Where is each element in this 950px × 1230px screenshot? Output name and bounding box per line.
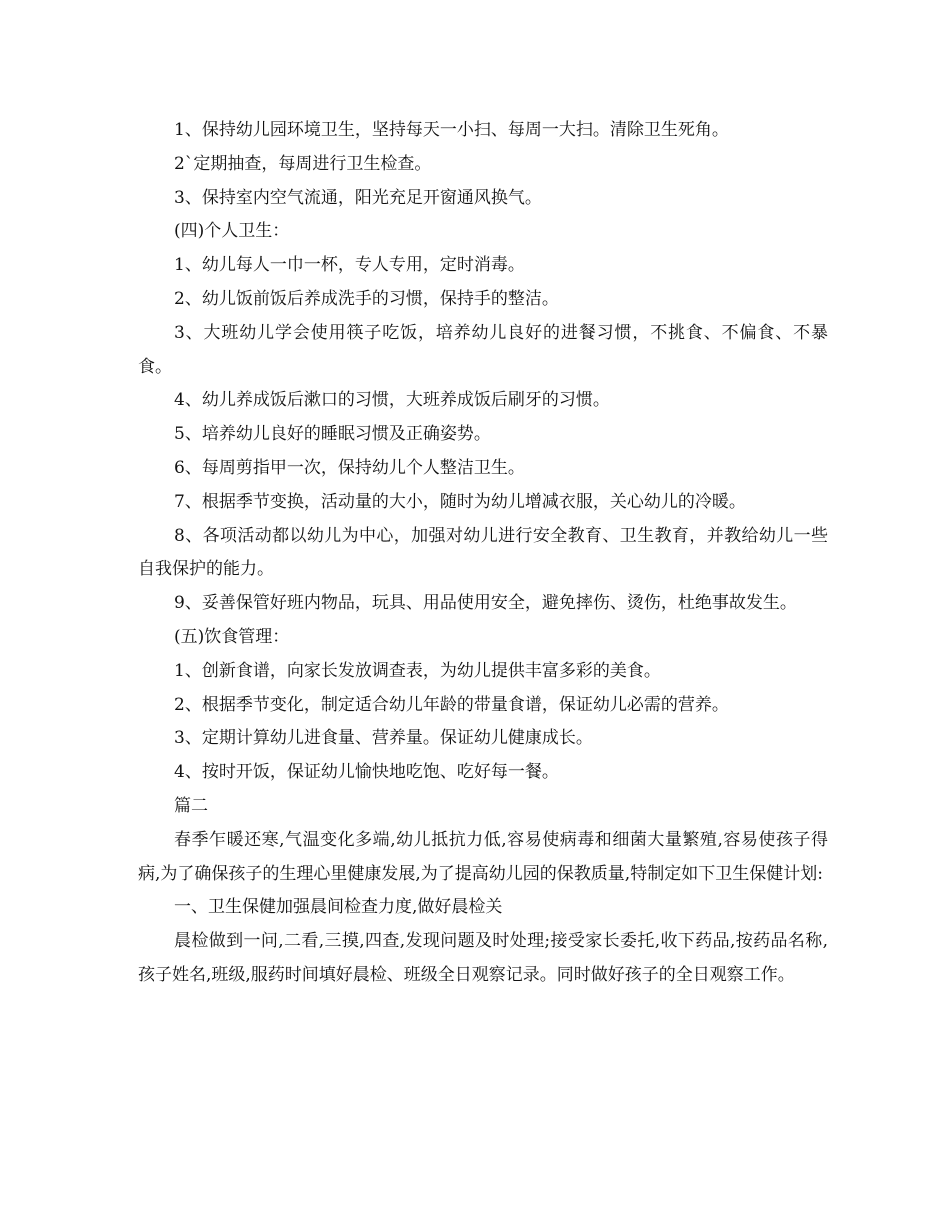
paragraph: 晨检做到一问,二看,三摸,四查,发现问题及时处理;接受家长委托,收下药品,按药品名称,孩子姓名,班级,服药时间填好晨检、班级全日观察记录。同时做好孩子的全日观察工作。 <box>138 931 828 985</box>
paragraph: 1、创新食谱，向家长发放调查表，为幼儿提供丰富多彩的美食。 <box>174 660 661 681</box>
paragraph: 2、幼儿饭前饭后养成洗手的习惯，保持手的整洁。 <box>174 288 559 309</box>
paragraph: 7、根据季节变换，活动量的大小，随时为幼儿增减衣服，关心幼儿的冷暖。 <box>174 491 746 512</box>
section-heading: (五)饮食管理： <box>174 626 290 647</box>
paragraph: 3、大班幼儿学会使用筷子吃饭，培养幼儿良好的进餐习惯，不挑食、不偏食、不暴食。 <box>138 322 828 377</box>
paragraph: 3、定期计算幼儿进食量、营养量。保证幼儿健康成长。 <box>174 728 593 749</box>
paragraph: 8、各项活动都以幼儿为中心，加强对幼儿进行安全教育、卫生教育，并教给幼儿一些自我保护的能力。 <box>138 525 828 580</box>
paragraph: 1、保持幼儿园环境卫生，坚持每天一小扫、每周一大扫。清除卫生死角。 <box>174 120 729 140</box>
paragraph: 4、按时开饭，保证幼儿愉快地吃饱、吃好每一餐。 <box>174 762 559 783</box>
paragraph: 2、根据季节变化，制定适合幼儿年龄的带量食谱，保证幼儿必需的营养。 <box>174 694 729 715</box>
paragraph: 1、幼儿每人一巾一杯，专人专用，定时消毒。 <box>174 255 525 276</box>
paragraph: 9、妥善保管好班内物品，玩具、用品使用安全，避免摔伤、烫伤，杜绝事故发生。 <box>174 593 797 614</box>
section-heading: 一、卫生保健加强晨间检查力度,做好晨检关 <box>174 897 503 918</box>
paragraph: 4、幼儿养成饭后漱口的习惯，大班养成饭后刷牙的习惯。 <box>174 390 610 411</box>
paragraph: 3、保持室内空气流通，阳光充足开窗通风换气。 <box>174 187 542 208</box>
paragraph: 2`定期抽查，每周进行卫生检查。 <box>174 153 432 174</box>
section-heading: 篇二 <box>174 795 208 816</box>
section-heading: (四)个人卫生： <box>174 221 290 242</box>
document-body <box>138 114 828 993</box>
paragraph: 春季乍暖还寒,气温变化多端,幼儿抵抗力低,容易使病毒和细菌大量繁殖,容易使孩子得病,为了确保孩子的生理心里健康发展,为了提高幼儿园的保教质量,特制定如下卫生保健计划: <box>138 829 828 884</box>
paragraph: 5、培养幼儿良好的睡眠习惯及正确姿势。 <box>174 424 491 445</box>
paragraph: 6、每周剪指甲一次，保持幼儿个人整洁卫生。 <box>174 457 525 478</box>
